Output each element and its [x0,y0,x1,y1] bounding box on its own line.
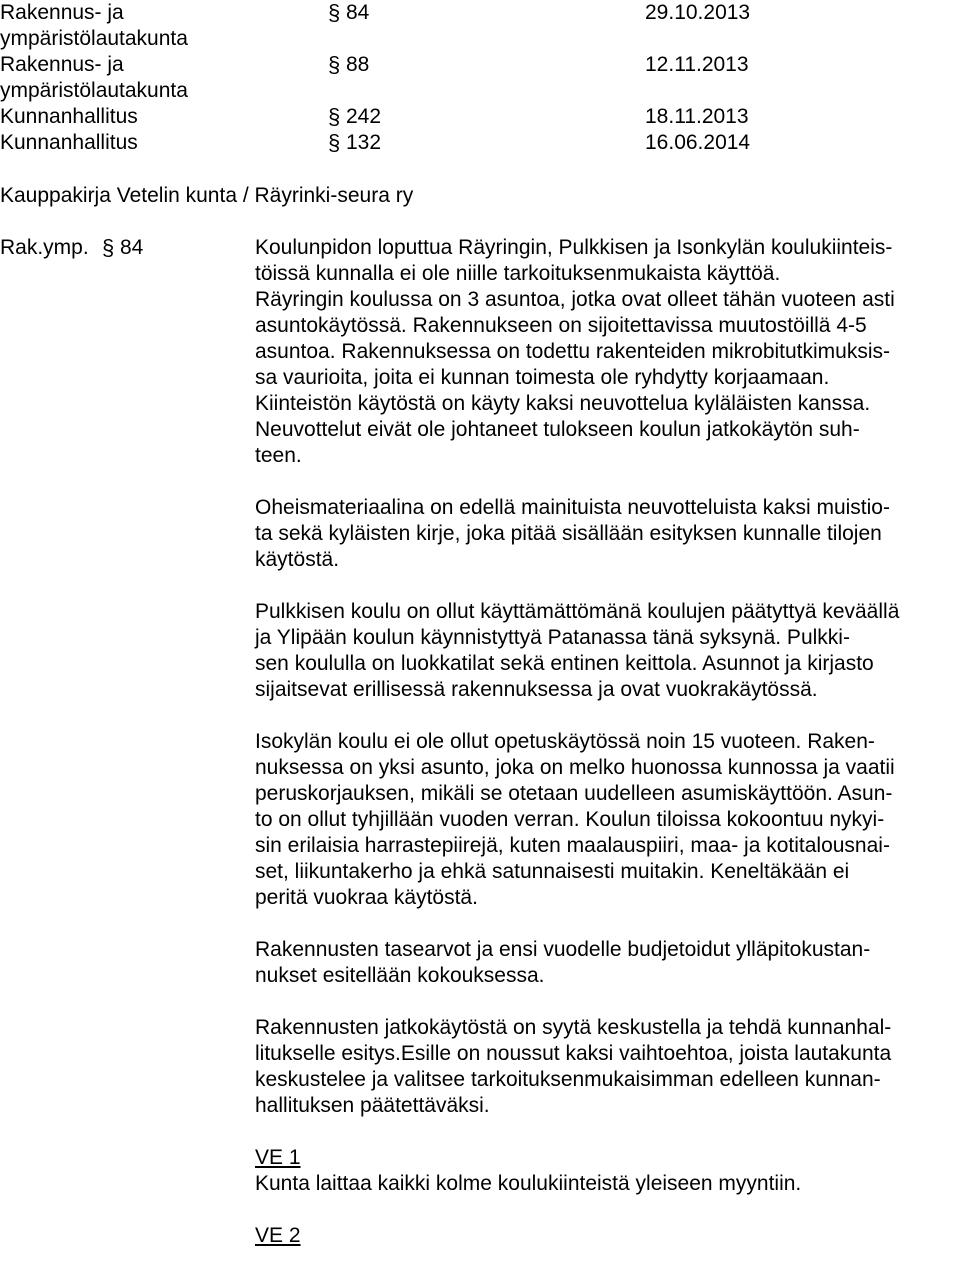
section-reference [0,235,144,261]
option-label: VE 1 [255,1146,301,1169]
history-row [0,104,960,130]
history-row [0,52,960,102]
history-body: Rakennus- ja [0,53,124,76]
reference-prefix: Rak.ymp. [0,236,89,259]
document-subject: Kauppakirja Vetelin kunta / Räyrinki-seura ry [0,184,414,207]
body-paragraph: Rakennusten tasearvot ja ensi vuodelle budjetoidut ylläpitokustan- nukset esitellään kokouksessa. [255,938,871,987]
history-date: 18.11.2013 [645,105,749,128]
main-text [255,235,955,1249]
history-body: Kunnanhallitus [0,105,138,128]
paragraph-sign: § [328,52,341,77]
history-number: 84 [346,1,370,24]
body-paragraph: Rakennusten jatkokäytöstä on syytä keskustella ja tehdä kunnanhal- litukselle esitys.Esille on noussut kaksi vaihtoehtoa, joista lautakunta keskustelee ja valitsee tarkoituksenmukaisimman edelleen kunnan- hallituksen päätettäväksi. [255,1016,892,1117]
body-paragraph: Koulunpidon loputtua Räyringin, Pulkkisen ja Isonkylän koulukiinteis- töissä kunnalla ei ole niille tarkoituksenmukaista käyttöä. Räyringin koulussa on 3 asuntoa, jotka ovat olleet tähän vuoteen asti asuntokäytössä. Rakennukseen on sijoitettavissa muutostöillä 4-5 asuntoa. Rakennuksessa on todettu rakenteiden mikrobitutkimuksis- sa vaurioita, joita ei kunnan toimesta ole ryhdytty korjaamaan. Kiinteistön käytöstä on käyty kaksi neuvottelua kyläläisten kanssa. Neuvottelut eivät ole johtaneet tulokseen koulun jatkokäytön suh- teen. [255,236,895,467]
body-paragraph: Isokylän koulu ei ole ollut opetuskäytössä noin 15 vuoteen. Raken- nuksessa on yksi asunto, joka on melko huonossa kunnossa ja vaatii peruskorjauksen, mikäli se otetaan uudelleen asumiskäyttöön. Asun- to on ollut tyhjillään vuoden verran. Koulun tiloissa kokoontuu nykyi- sin erilaisia harrastepiirejä, kuten maalauspiiri, maa- ja kotitalousnai- set, liikuntakerho ja ehkä satunnaisesti muitakin. Keneltäkään ei peritä vuokraa käytöstä. [255,730,895,909]
option-text: Kunta laittaa kaikki kolme koulukiinteistä yleiseen myyntiin. [255,1172,802,1195]
history-date: 12.11.2013 [645,53,749,76]
history-row [0,0,960,50]
paragraph-sign: § [328,0,341,25]
history-body-continued: ympäristölautakunta [0,27,188,50]
history-body-continued: ympäristölautakunta [0,79,188,102]
option-label: VE 2 [255,1224,301,1247]
history-row [0,130,960,156]
history-number: 88 [346,53,370,76]
paragraph-sign: § [328,104,341,129]
paragraph-sign: § [102,235,115,260]
history-date: 29.10.2013 [645,1,751,24]
history-number: 132 [346,131,382,154]
reference-number: 84 [120,236,144,259]
history-date: 16.06.2014 [645,131,751,154]
history-number: 242 [346,105,382,128]
history-body: Rakennus- ja [0,1,124,24]
paragraph-sign: § [328,130,341,155]
body-paragraph: Oheismateriaalina on edellä mainituista neuvotteluista kaksi muistio- ta sekä kyläisten kirje, joka pitää sisällään esityksen kunnalle tilojen käytöstä. [255,496,890,571]
body-paragraph: Pulkkisen koulu on ollut käyttämättömänä koulujen päätyttyä keväällä ja Ylipään koulun käynnistyttyä Patanassa tänä syksynä. Pulkki- sen koululla on luokkatilat sekä entinen keittola. Asunnot ja kirjasto sijaitsevat erillisessä rakennuksessa ja ovat vuokrakäytössä. [255,600,900,701]
history-body: Kunnanhallitus [0,131,138,154]
